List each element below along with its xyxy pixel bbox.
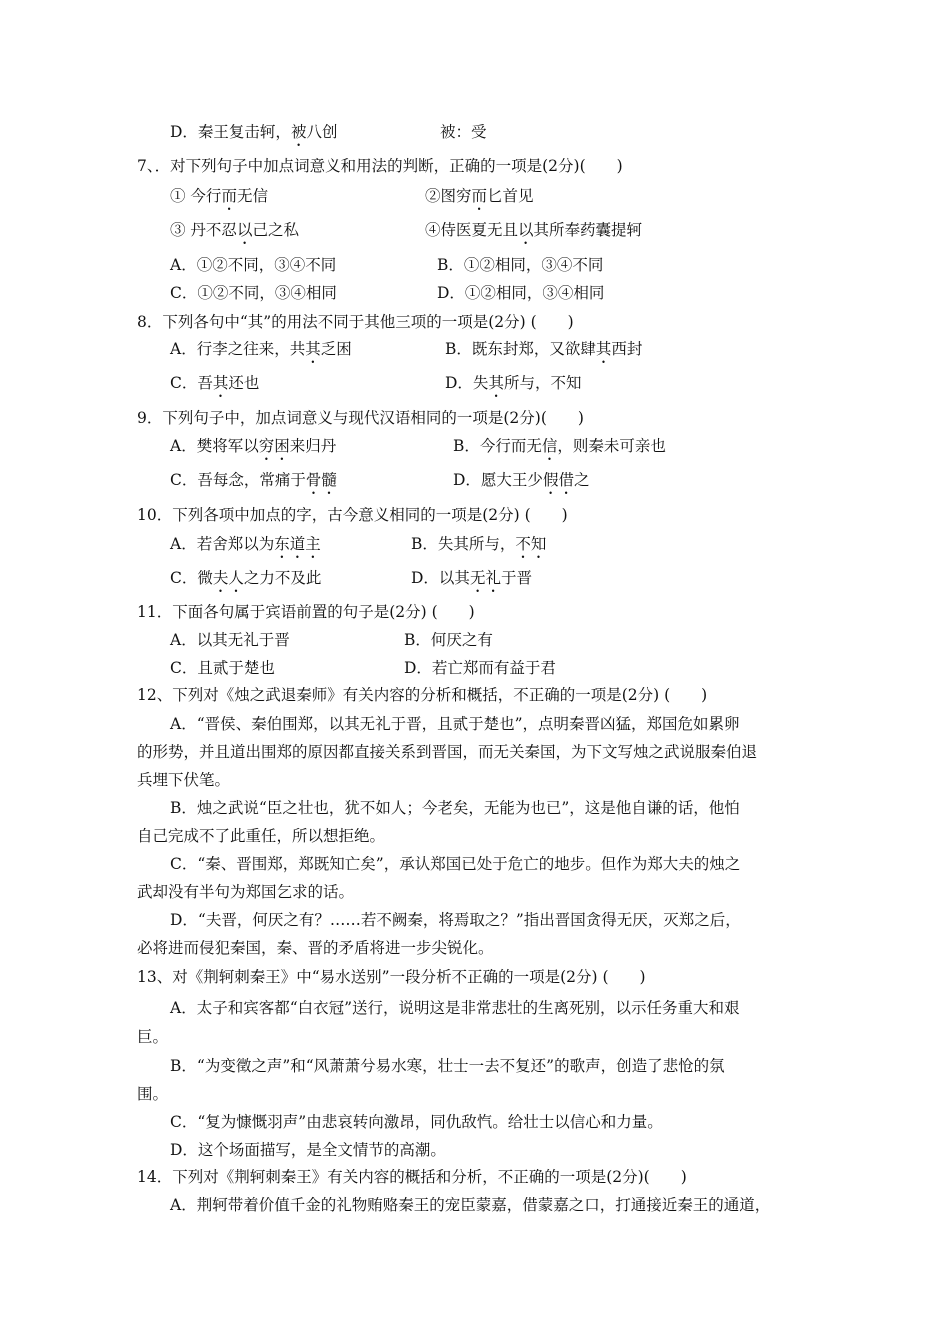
q11-option-b: B．何厌之有	[404, 631, 493, 649]
q9-option-b: B．今行而无信，则秦未可亲也	[453, 437, 666, 455]
q7-option-a: A．①②不同，③④不同	[170, 256, 337, 274]
q10-option-b: B．失其所与，不知	[411, 535, 547, 553]
q9-option-d: D．愿大王少假借之	[453, 471, 590, 489]
q10-option-c: C．微夫人之力不及此	[170, 569, 322, 587]
q14-option-a-line1: A．荆轲带着价值千金的礼物贿赂秦王的宠臣蒙嘉，借蒙嘉之口，打通接近秦王的通道，	[170, 1196, 771, 1214]
q8-option-b: B．既东封郑，又欲肆其西封	[445, 340, 643, 358]
q13-stem: 13、对《荆轲刺秦王》中“易水送别”一段分析不正确的一项是(2分) ( )	[137, 968, 646, 986]
q12-stem: 12、下列对《烛之武退秦师》有关内容的分析和概括，不正确的一项是(2分) ( )	[137, 686, 708, 704]
q9-stem: 9．下列句子中，加点词意义与现代汉语相同的一项是(2分)( )	[137, 409, 584, 427]
q8-option-c: C．吾其还也	[170, 374, 260, 392]
q7-option-b: B．①②相同，③④不同	[437, 256, 604, 274]
q7-sentence-4: ④侍医夏无且以其所奉药囊提轲	[425, 221, 643, 239]
q12-option-c-line1: C．“秦、晋围郑，郑既知亡矣”，承认郑国已处于危亡的地步。但作为郑大夫的烛之	[170, 855, 741, 873]
q10-option-d: D．以其无礼于晋	[411, 569, 532, 587]
q7-sentence-3: ③ 丹不忍以己之私	[170, 221, 299, 239]
q11-option-c: C．且贰于楚也	[170, 659, 275, 677]
q13-option-b-line1: B．“为变徵之声”和“风萧萧兮易水寒，壮士一去不复还”的歌声，创造了悲怆的氛	[170, 1057, 725, 1075]
q11-option-d: D．若亡郑而有益于君	[404, 659, 556, 677]
q12-option-d-line2: 必将进而侵犯秦国，秦、晋的矛盾将进一步尖锐化。	[137, 939, 494, 957]
q7-stem: 7、．对下列句子中加点词意义和用法的判断，正确的一项是(2分)( )	[137, 157, 623, 175]
q12-option-b-line1: B．烛之武说“臣之壮也，犹不如人；今老矣，无能为也已”，这是他自谦的话，他怕	[170, 799, 740, 817]
q8-stem: 8．下列各句中“其”的用法不同于其他三项的一项是(2分) ( )	[137, 313, 574, 331]
q8-option-d: D．失其所与，不知	[445, 374, 582, 392]
q7-option-d: D．①②相同，③④相同	[437, 284, 605, 302]
q12-option-c-line2: 武却没有半句为郑国乞求的话。	[137, 883, 355, 901]
q14-stem: 14．下列对《荆轲刺秦王》有关内容的概括和分析，不正确的一项是(2分)( )	[137, 1168, 687, 1186]
q6-option-d: D．秦王复击轲，被八创	[170, 123, 338, 141]
q13-option-a-line2: 巨。	[137, 1028, 169, 1046]
q13-option-a-line1: A．太子和宾客都“白衣冠”送行，说明这是非常悲壮的生离死别，以示任务重大和艰	[170, 999, 740, 1017]
q11-option-a: A．以其无礼于晋	[170, 631, 290, 649]
q13-option-b-line2: 围。	[137, 1085, 169, 1103]
q7-sentence-1: ① 今行而无信	[170, 187, 268, 205]
q7-option-c: C．①②不同，③④相同	[170, 284, 337, 302]
q12-option-a-line1: A．“晋侯、秦伯围郑，以其无礼于晋，且贰于楚也”，点明秦晋凶猛，郑国危如累卵	[170, 715, 740, 733]
q10-stem: 10．下列各项中加点的字，古今意义相同的一项是(2分) ( )	[137, 506, 568, 524]
q6-option-d-gloss: 被：受	[440, 123, 487, 141]
q10-option-a: A．若舍郑以为东道主	[170, 535, 321, 553]
q9-option-c: C．吾每念，常痛于骨髓	[170, 471, 337, 489]
q12-option-b-line2: 自己完成不了此重任，所以想拒绝。	[137, 827, 386, 845]
q12-option-a-line2: 的形势，并且道出围郑的原因都直接关系到晋国，而无关秦国，为下文写烛之武说服秦伯退	[137, 743, 758, 761]
q8-option-a: A．行李之往来，共其乏困	[170, 340, 352, 358]
q7-sentence-2: ②图穷而匕首见	[425, 187, 534, 205]
q13-option-d: D．这个场面描写，是全文情节的高潮。	[170, 1141, 446, 1159]
q9-option-a: A．樊将军以穷困来归丹	[170, 437, 337, 455]
q12-option-d-line1: D．“夫晋，何厌之有？……若不阙秦，将焉取之？”指出晋国贪得无厌，灭郑之后，	[170, 911, 741, 929]
q13-option-c: C．“复为慷慨羽声”由悲哀转向激昂，同仇敌忾。给壮士以信心和力量。	[170, 1113, 663, 1131]
q11-stem: 11．下面各句属于宾语前置的句子是(2分) ( )	[137, 603, 475, 621]
q12-option-a-line3: 兵埋下伏笔。	[137, 771, 231, 789]
